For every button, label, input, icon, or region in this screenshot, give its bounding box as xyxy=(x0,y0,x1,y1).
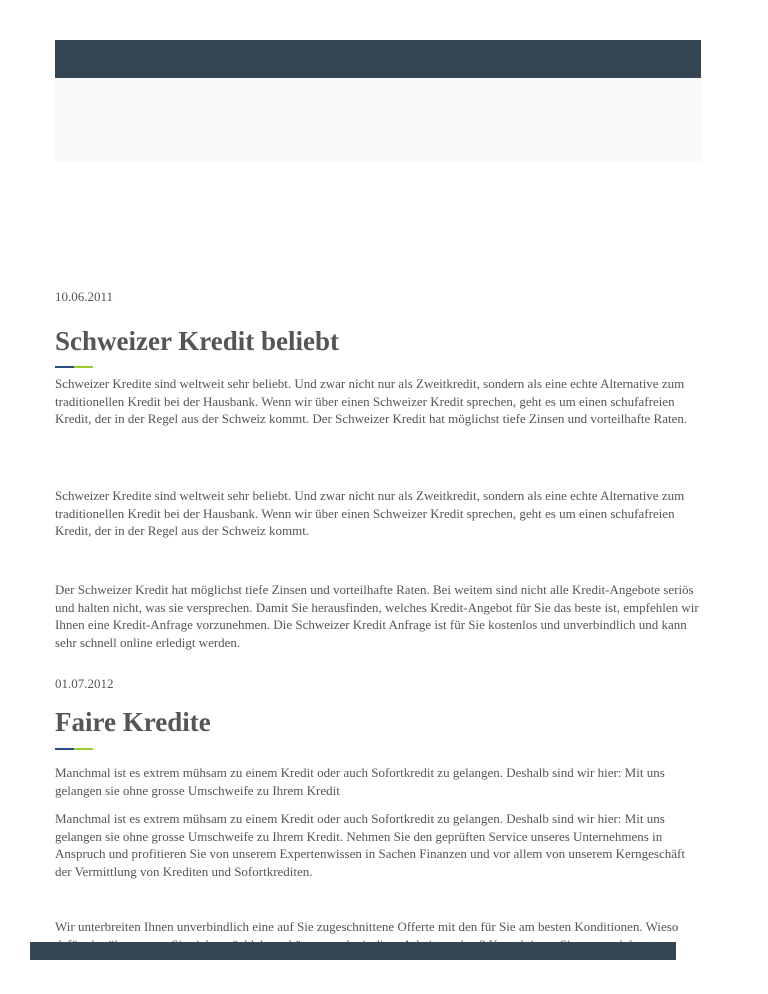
article-paragraph: Der Schweizer Kredit hat möglichst tiefe Zinsen und vorteilhafte Raten. Bei weitem sind nicht alle Kredit-Angebote seriös und halten nicht, was sie versprechen. Damit Sie herausfinden, welches Kredit-Angebot für Sie das beste ist, empfehlen wir Ihnen eine Kredit-Anfrage vorzunehmen. Die Schweizer Kredit Anfrage ist für Sie kostenlos und unverbindlich und kann sehr schnell online erledigt werden. xyxy=(55,582,699,650)
bottom-overlay-bar xyxy=(30,942,676,960)
article-paragraph: Wir unterbreiten Ihnen unverbindlich eine auf Sie zugeschnittene Offerte mit den für Sie am besten Konditionen. Wieso xyxy=(55,919,679,934)
article-date: 10.06.2011 xyxy=(55,289,114,304)
article-paragraph: Schweizer Kredite sind weltweit sehr beliebt. Und zwar nicht nur als Zweitkredit, sondern als eine echte Alternative zum traditionellen Kredit bei der Hausbank. Wenn wir über einen Schweizer Kredit sprechen, geht es um einen schufafreien Kredit, der in der Regel aus der Schweiz kommt. xyxy=(55,488,685,538)
header-bar xyxy=(55,40,701,78)
accent-green xyxy=(74,748,93,750)
accent-blue xyxy=(55,748,74,750)
article-paragraph: Manchmal ist es extrem mühsam zu einem Kredit oder auch Sofortkredit zu gelangen. Deshalb sind wir hier: Mit uns gelangen sie ohne grosse Umschweife zu Ihrem Kredit xyxy=(55,765,665,798)
article-paragraph: Manchmal ist es extrem mühsam zu einem Kredit oder auch Sofortkredit zu gelangen. Deshalb sind wir hier: Mit uns gelangen sie ohne grosse Umschweife zu Ihrem Kredit. Nehmen Sie den geprüften Service unseres Unternehmens in Anspruch und profitieren Sie von unserem Expertenwissen in Sachen Finanzen und vor allem von unserem Kerngeschäft der Vermittlung von Krediten und Sofortkrediten. xyxy=(55,811,685,879)
article-paragraph: Schweizer Kredite sind weltweit sehr beliebt. Und zwar nicht nur als Zweitkredit, sondern als eine echte Alternative zum traditionellen Kredit bei der Hausbank. Wenn wir über einen Schweizer Kredit sprechen, geht es um einen schufafreien Kredit, der in der Regel aus der Schweiz kommt. Der Schweizer Kredit hat möglichst tiefe Zinsen und vorteilhafte Raten. xyxy=(55,376,688,426)
article-date: 01.07.2012 xyxy=(55,676,114,691)
accent-blue xyxy=(55,366,74,368)
hero-area xyxy=(55,78,701,162)
title-accent xyxy=(55,748,93,750)
article-title: Schweizer Kredit beliebt xyxy=(55,326,339,356)
title-accent xyxy=(55,366,93,368)
accent-green xyxy=(74,366,93,368)
article-title: Faire Kredite xyxy=(55,707,211,737)
